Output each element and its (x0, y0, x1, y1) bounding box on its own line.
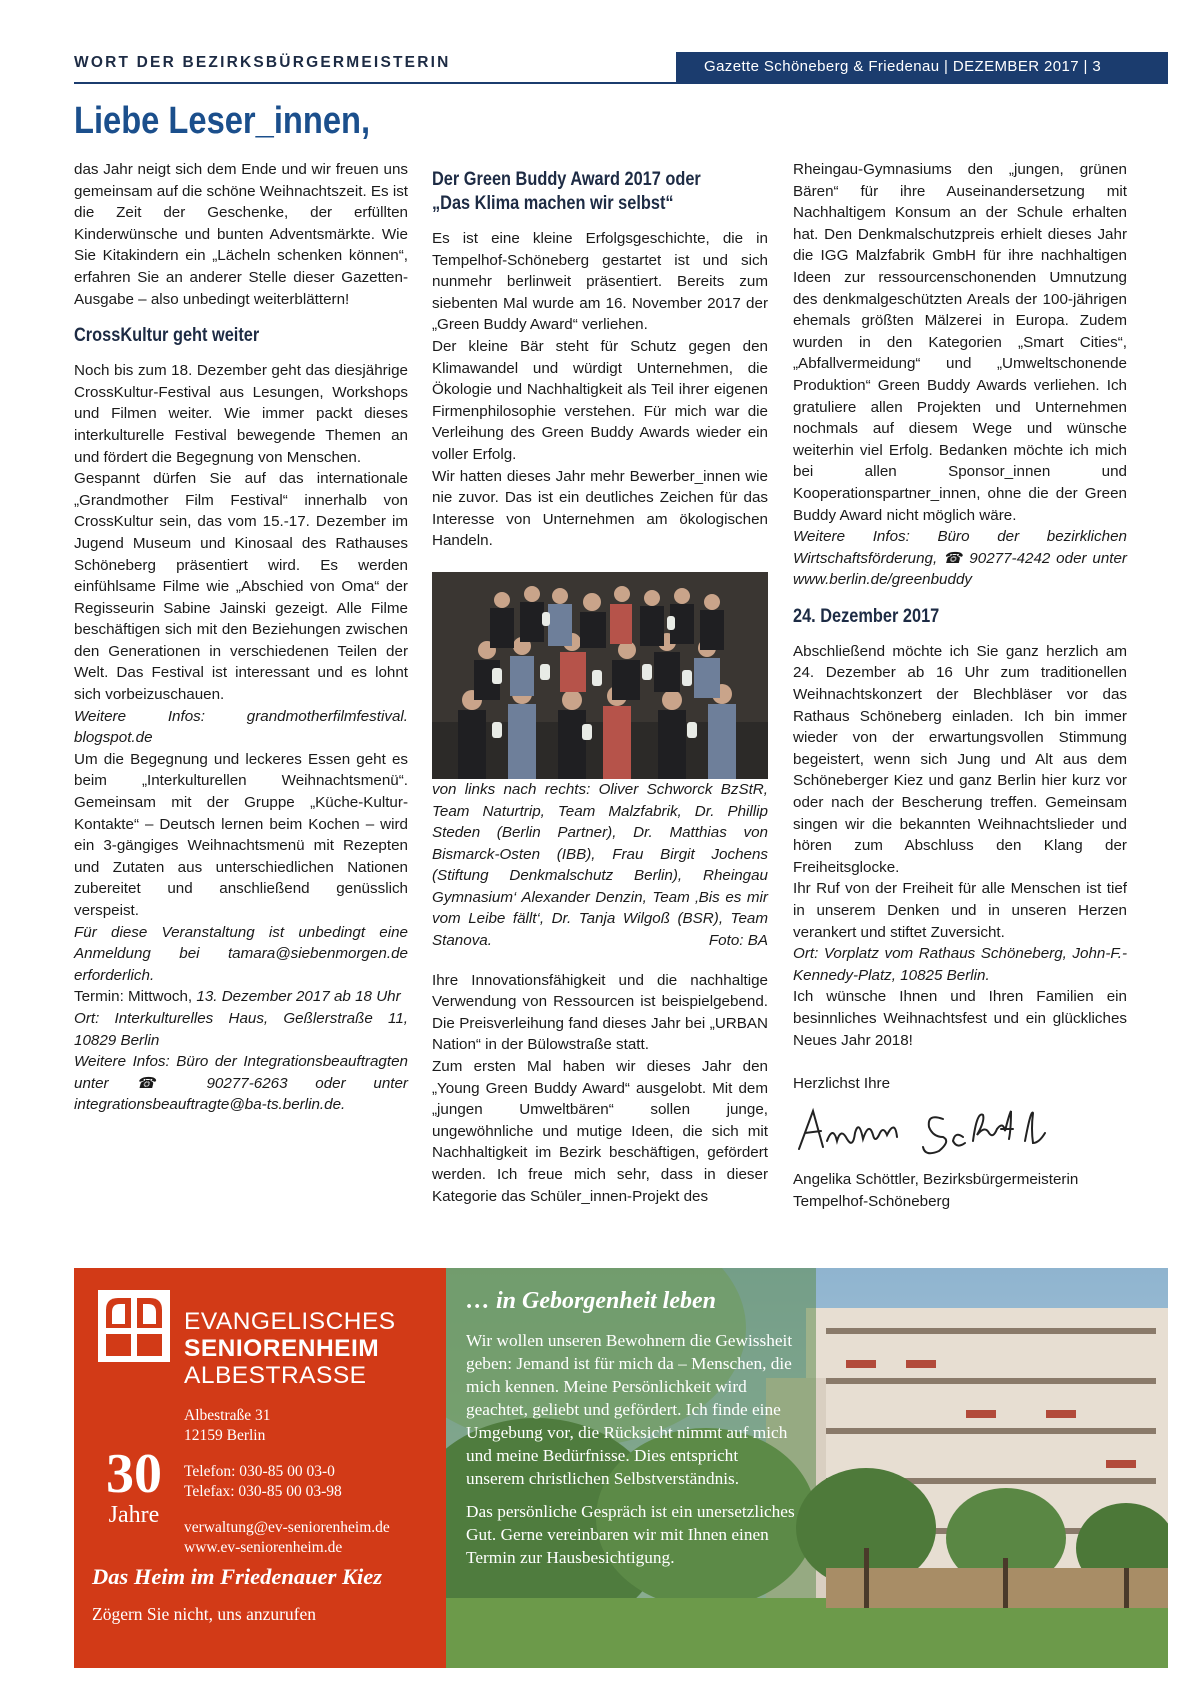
ad-website: www.ev-seniorenheim.de (184, 1539, 343, 1556)
crosskultur-paragraph-2: Gespannt dürfen Sie auf das internationale „Grandmother Film Festival“ innerhalb von CrossKultur sein, das vom 15.-17. Dezember im Jugend Museum und Kinosaal des Rathauses Schöneberg präsentiert wird. Es werden einfühlsame Filme wie „Abschied von Oma“ der Regisseurin Sabine Jainski gezeigt. Alle Filme beschäftigen sich mit den Beziehungen zwischen den Generationen in verschiedenen Teilen der Welt. Das Festival ist interessant und es lohnt sich vorbeizuschauen. (74, 470, 408, 704)
signer-name-title: Angelika Schöttler, Bezirksbürgermeisterin (793, 1171, 1079, 1189)
concert-location: Ort: Vorplatz vom Rathaus Schöneberg, John-F.-Kennedy-Platz, 10825 Berlin. (793, 945, 1127, 984)
intro-paragraph: das Jahr neigt sich dem Ende und wir freuen uns gemeinsam auf die schöne Weihnachtszeit. Es ist die Zeit der Geschenke, der erfüllten Kinderwünsche und bunten Adventsmärkte. Wie Sie Kitakindern ein „Lächeln schenken können“, erfahren Sie an anderer Stelle dieser Gazetten-Ausgabe – also unbedingt weiterblättern! (74, 161, 409, 308)
header-rule (74, 82, 1168, 84)
brand-line-1: EVANGELISCHES (184, 1308, 396, 1335)
handwritten-signature (793, 1101, 1113, 1159)
ad-headline: … in Geborgenheit leben (466, 1288, 716, 1314)
anniversary-label: Jahre (108, 1502, 160, 1528)
seniorenheim-logo-icon (98, 1290, 170, 1362)
group-photo-image (432, 572, 768, 779)
ad-info-panel (74, 1268, 446, 1668)
seniorenheim-advertisement (74, 1268, 1168, 1668)
registration-info: Für diese Veranstaltung ist unbedingt eine Anmeldung bei tamara@siebenmorgen.de erforderlich. (74, 923, 408, 984)
termin-value: 13. Dezember 2017 ab 18 Uhr (196, 988, 401, 1006)
award-group-photo (432, 572, 768, 779)
green-buddy-paragraph-2: Der kleine Bär steht für Schutz gegen den Klimawandel und würdigt Unternehmen, die Ökologie und Nachhaltigkeit als Teil ihrer eigenen Firmenphilosophie verstehen. Für mich war die Verleihung des Green Buddy Awards wieder ein voller Erfolg. (432, 337, 768, 463)
green-buddy-continued: Rheingau-Gymnasiums den „jungen, grünen Bären“ für ihre Auseinandersetzung mit Nachhaltigem Konsum an der Schule erhalten hat. Den Denkmalschutzpreis erhielt dieses Jahr die IGG Malzfabrik GmbH für ihre nachhaltigen Ideen zur ressourcenschonenden Umnutzung des denkmalgeschützten Areals der 100-jährigen ehemals größten Mälzerei in Europa. Zudem wurden in den Kategorien „Smart Cities“, „Abfallvermeidung“ und „Umweltschonende Produktion“ Green Buddy Awards verliehen. Ich gratuliere allen Projekten und Unternehmen nochmals auf diesem Wege und wünsche weiterhin viel Erfolg. Bedanken möchte ich mich bei allen Sponsor_innen und Kooperationspartner_innen, ohne die der Green Buddy Award nicht möglich wäre. (793, 161, 1127, 524)
publication-bar: Gazette Schöneberg & Friedenau | DEZEMBER 2017 | 3 (676, 52, 1168, 82)
ad-email: verwaltung@ev-seniorenheim.de (184, 1519, 390, 1536)
closing-line: Herzlichst Ihre (793, 1075, 891, 1093)
ad-photo-panel (446, 1268, 1168, 1668)
crosskultur-heading: CrossKultur geht weiter (74, 325, 260, 347)
photo-caption-text: von links nach rechts: Oliver Schworck BzStR, Team Naturtrip, Team Malzfabrik, Dr. Phillip Steden (Berlin Partner), Dr. Matthias von Bismarck-Osten (IBB), Frau Birgit Jochens (Stiftung Denkmalschutz Berlin), Rheingau Gymnasium‘ Alexander Denzin, Team ‚Bis es mir vom Leibe fällt‘, Dr. Tanja Wilgoß (BSR), Team Stanova. (432, 780, 768, 950)
column-1 (74, 159, 408, 1116)
column-2 (432, 168, 768, 1207)
green-buddy-heading-1: Der Green Buddy Award 2017 oder (432, 169, 701, 190)
weihnachtsmenue-paragraph: Um die Begegnung und leckeres Essen geht es beim „Interkulturellen Weihnachtsmenü“. Gemeinsam mit der Gruppe „Küche-Kultur-Kontakte“ – Deutsch lernen beim Kochen – wird ein 3-gängiges Weihnachtsmenü mit Rezepten und Zutaten aus unterschiedlichen Nationen zubereitet und anschließend genüsslich verspeist. (74, 750, 408, 919)
green-buddy-paragraph-5: Zum ersten Mal haben wir dieses Jahr den „Young Green Buddy Award“ ausgelobt. Mit dem „jungen Umweltbären“ sollen junge, ungewöhnliche und mutige Ideen, die sich mit Nachhaltigkeit im Bezirk beschäftigen, gefördert werden. Ich freue mich sehr, dass in dieser Kategorie das Schüler_innen-Projekt des (432, 1058, 768, 1205)
ad-phone: Telefon: 030-85 00 03-0 (184, 1463, 335, 1480)
photo-credit: Foto: BA (708, 932, 768, 950)
ad-fax: Telefax: 030-85 00 03-98 (184, 1483, 342, 1500)
section-label: WORT DER BEZIRKSBÜRGERMEISTERIN (74, 54, 451, 71)
concert-paragraph: Abschließend möchte ich Sie ganz herzlich am 24. Dezember ab 16 Uhr zum traditionellen Weihnachtskonzert der Blechbläser vor das Rathaus Schöneberg einladen. Ich bin immer wieder von der erwartungsvollen Stimmung begeistert, wenn sich Jung und Alt aus dem Schöneberger Kiez und ganz Berlin hier kurz vor oder nach der Bescherung treffen. Gemeinsam singen wir die bekannten Weihnachtslieder und hören zum Abschluss den Klang der Freiheitsglocke. (793, 642, 1127, 876)
green-buddy-heading-2: „Das Klima machen wir selbst“ (432, 193, 674, 214)
ad-brand-name (184, 1308, 396, 1389)
brand-line-3: ALBESTRASSE (184, 1362, 367, 1389)
ad-street: Albestraße 31 (184, 1407, 271, 1424)
termin-line (74, 986, 408, 1008)
ad-call-to-action: Zögern Sie nicht, uns anzurufen (92, 1604, 317, 1624)
freedom-paragraph: Ihr Ruf von der Freiheit für alle Menschen ist tief in unserem Denken und in unseren Herzen verankert und stiftet Zuversicht. (793, 880, 1127, 941)
anniversary-badge (98, 1443, 170, 1528)
green-buddy-paragraph-3: Wir hatten dieses Jahr mehr Bewerber_innen wie nie zuvor. Das ist ein deutliches Zeichen für das Interesse von Unternehmen am ökologischen Handeln. (432, 467, 768, 550)
grandmother-info: Weitere Infos: grandmotherfilmfestival. blogspot.de (74, 707, 408, 747)
signer-district: Tempelhof-Schöneberg (793, 1192, 951, 1210)
ort-line: Ort: Interkulturelles Haus, Geßlerstraße 11, 10829 Berlin (74, 1009, 408, 1049)
crosskultur-paragraph-1: Noch bis zum 18. Dezember geht das diesjährige CrossKultur-Festival aus Lesungen, Workshops und Filmen weiter. Wie immer packt dieses interkulturelle Festival bewegende Themen an und fördert die Begegnung von Menschen. (74, 362, 408, 466)
december-heading: 24. Dezember 2017 (793, 605, 940, 627)
photo-caption (432, 779, 768, 952)
integration-info: Weitere Infos: Büro der Integrationsbeauftragten unter ☎ 90277-6263 oder unter integrationsbeauftragte@ba-ts.berlin.de. (74, 1053, 408, 1114)
ad-contact-block (184, 1406, 390, 1558)
wirtschaftsfoerderung-info: Weitere Infos: Büro der bezirklichen Wirtschaftsförderung, ☎ 90277-4242 oder unter www.berlin.de/greenbuddy (793, 528, 1127, 589)
ad-paragraph-2: Das persönliche Gespräch ist ein unersetzliches Gut. Gerne vereinbaren wir mit Ihnen einen Termin zur Hausbesichtigung. (466, 1502, 795, 1567)
ad-city: 12159 Berlin (184, 1427, 266, 1444)
green-buddy-paragraph-4: Ihre Innovationsfähigkeit und die nachhaltige Verwendung von Ressourcen ist beispielgebend. Die Preisverleihung fand dieses Jahr bei „URBAN Nation“ in der Bülowstraße statt. (432, 971, 768, 1054)
green-buddy-paragraph-1: Es ist eine kleine Erfolgsgeschichte, die in Tempelhof-Schöneberg gestartet ist und sich nunmehr berlinweit präsentiert. Bereits zum siebenten Mal wurde am 16. November 2017 der „Green Buddy Award“ verliehen. (432, 230, 768, 334)
ad-slogan: Das Heim im Friedenauer Kiez (92, 1564, 383, 1589)
page-title: Liebe Leser_innen, (74, 100, 371, 142)
ad-paragraph-1: Wir wollen unseren Bewohnern die Gewissheit geben: Jemand ist für mich da – Menschen, die mich kennen. Meine Persönlichkeit wird geachtet, geliebt und gefördert. Ich finde eine Umgebung vor, die Rücksicht nimmt auf mich und meine Bedürfnisse. Dies entspricht unserem christlichen Selbstverständnis. (466, 1331, 793, 1488)
wishes-paragraph: Ich wünsche Ihnen und Ihren Familien ein besinnliches Weihnachtsfest und ein glückliches Neues Jahr 2018! (793, 988, 1127, 1049)
brand-line-2: SENIORENHEIM (184, 1335, 380, 1362)
anniversary-number: 30 (106, 1443, 162, 1505)
ad-text-block (466, 1288, 796, 1579)
column-3 (793, 159, 1127, 1213)
termin-label: Termin: Mittwoch, (74, 988, 197, 1006)
